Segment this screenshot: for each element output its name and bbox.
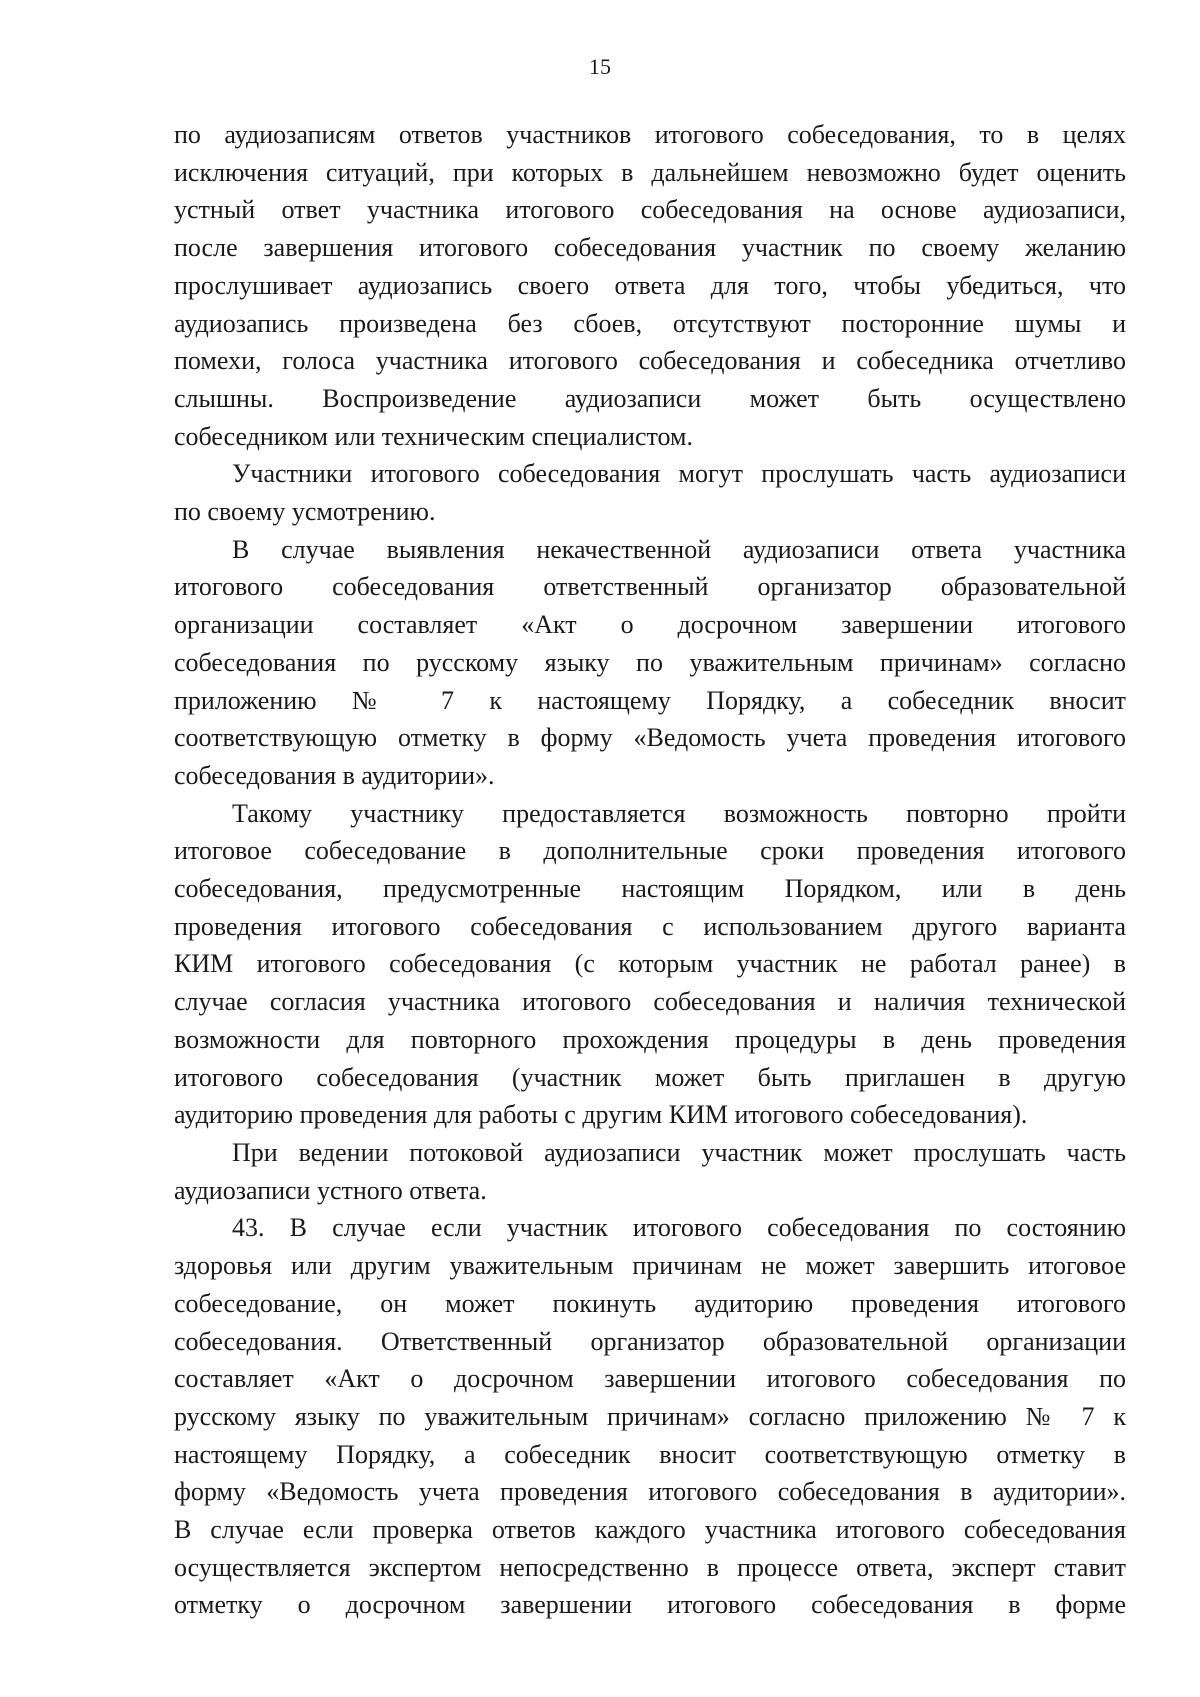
document-body [174,116,1126,1624]
text-line: возможности для повторного прохождения процедуры в день проведения [174,1024,1126,1054]
text-line: аудиозапись произведена без сбоев, отсутствуют посторонние шумы и [174,308,1126,338]
text-line: устный ответ участника итогового собеседования на основе аудиозаписи, [174,195,1126,225]
text-line: приложению № 7 к настоящему Порядку, а собеседник вносит [174,685,1126,715]
text-line: форму «Ведомость учета проведения итогового собеседования в аудитории». [174,1477,1126,1507]
text-line: собеседования в аудитории». [174,760,495,790]
text-line: итогового собеседования ответственный организатор образовательной [174,572,1126,602]
text-line: помехи, голоса участника итогового собеседования и собеседника отчетливо [174,346,1126,376]
text-line: итоговое собеседование в дополнительные сроки проведения итогового [174,836,1126,866]
text-line: случае согласия участника итогового собеседования и наличия технической [174,987,1126,1017]
text-line: В случае если проверка ответов каждого участника итогового собеседования [174,1515,1126,1545]
paragraph [174,531,1126,795]
text-line: после завершения итогового собеседования участник по своему желанию [174,233,1126,263]
text-line: русскому языку по уважительным причинам» согласно приложению № 7 к [174,1401,1126,1431]
paragraph [174,116,1126,455]
text-line: соответствующую отметку в форму «Ведомость учета проведения итогового [174,723,1126,753]
text-line: аудиторию проведения для работы с другим КИМ итогового собеседования). [174,1100,1028,1130]
text-line: исключения ситуаций, при которых в дальнейшем невозможно будет оценить [174,157,1126,187]
text-line: собеседования по русскому языку по уважительным причинам» согласно [174,647,1126,677]
text-line: собеседником или техническим специалистом. [174,421,693,451]
text-line: собеседования, предусмотренные настоящим Порядком, или в день [174,874,1126,904]
text-line: КИМ итогового собеседования (с которым участник не работал ранее) в [174,949,1126,979]
text-line: осуществляется экспертом непосредственно в процессе ответа, эксперт ставит [174,1552,1126,1582]
text-line: по аудиозаписям ответов участников итогового собеседования, то в целях [174,120,1126,149]
paragraph [174,455,1126,530]
text-line: организации составляет «Акт о досрочном завершении итогового [174,610,1126,640]
paragraph [174,1209,1126,1624]
text-line: 43. В случае если участник итогового собеседования по состоянию [232,1213,1126,1243]
text-line: собеседования. Ответственный организатор образовательной организации [174,1326,1126,1356]
text-line: Такому участнику предоставляется возможность повторно пройти [232,798,1126,828]
text-line: по своему усмотрению. [174,497,436,527]
text-line: итогового собеседования (участник может быть приглашен в другую [174,1062,1126,1092]
page-number: 15 [589,54,611,79]
text-line: здоровья или другим уважительным причинам не может завершить итоговое [174,1251,1126,1281]
text-line: отметку о досрочном завершении итогового собеседования в форме [174,1590,1126,1620]
text-line: В случае выявления некачественной аудиозаписи ответа участника [232,534,1126,564]
text-line: собеседование, он может покинуть аудиторию проведения итогового [174,1288,1126,1318]
paragraph [174,1134,1126,1209]
text-line: прослушивает аудиозапись своего ответа для того, чтобы убедиться, что [174,270,1126,300]
text-line: Участники итогового собеседования могут прослушать часть аудиозаписи [232,459,1126,489]
paragraph [174,795,1126,1134]
text-line: проведения итогового собеседования с использованием другого варианта [174,911,1126,941]
text-line: аудиозаписи устного ответа. [174,1175,487,1205]
text-line: При ведении потоковой аудиозаписи участник может прослушать часть [232,1137,1126,1167]
text-line: слышны. Воспроизведение аудиозаписи может быть осуществлено [174,383,1126,413]
text-line: составляет «Акт о досрочном завершении итогового собеседования по [174,1364,1126,1394]
text-line: настоящему Порядку, а собеседник вносит соответствующую отметку в [174,1439,1126,1469]
